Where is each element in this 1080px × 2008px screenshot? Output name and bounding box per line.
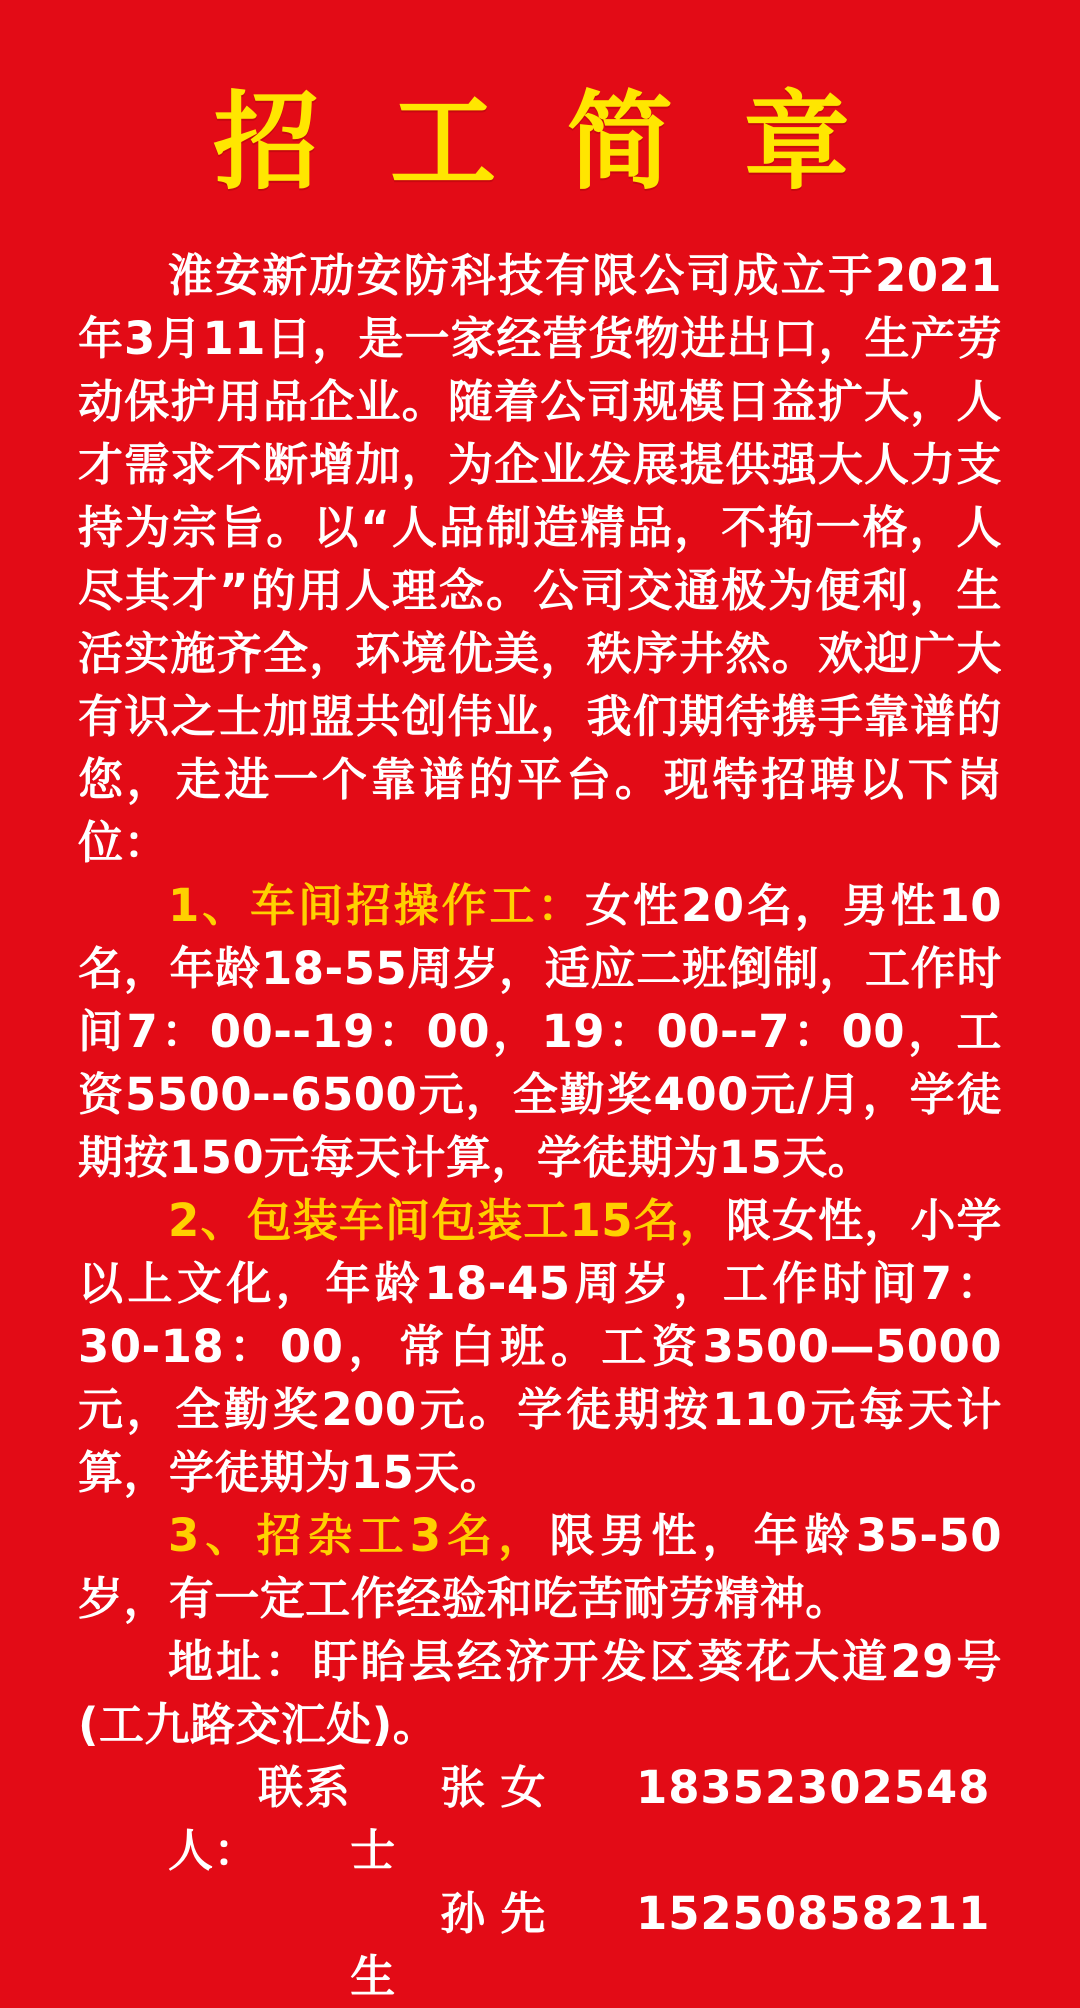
poster-title: 招 工 简 章 — [213, 81, 867, 204]
address-line — [78, 1630, 1002, 1756]
job-1-body: 女性20名，男性10名，年龄18-55周岁，适应二班倒制，工作时间7：00--19：00，19：00--7：00，工资5500--6500元，全勤奖400元/月，学徒期按150元每天计算，学徒期为15天。 — [78, 879, 1002, 1184]
job-item-3 — [78, 1504, 1002, 1630]
job-2-body: 限女性，小学以上文化，年龄18-45周岁，工作时间7：30-18：00，常白班。工资3500—5000元，全勤奖200元。学徒期按110元每天计算，学徒期为15天。 — [78, 1194, 1002, 1499]
contact-label: 联系人： — [168, 1761, 351, 1877]
job-1-heading: 1、车间招操作工： — [168, 879, 586, 932]
job-3-heading: 3、招杂工3名， — [168, 1509, 550, 1562]
contact-1-phone: 18352302548 — [636, 1761, 991, 1814]
intro-paragraph — [78, 244, 1002, 874]
intro-text: 淮安新劢安防科技有限公司成立于2021年3月11日，是一家经营货物进出口，生产劳动保护用品企业。随着公司规模日益扩大，人才需求不断增加，为企业发展提供强大人力支持为宗旨。以“人品制造精品，不拘一格，人尽其才”的用人理念。公司交通极为便利，生活实施齐全，环境优美，秩序井然。欢迎广大有识之士加盟共创伟业，我们期待携手靠谱的您，走进一个靠谱的平台。现特招聘以下岗位： — [78, 249, 1002, 869]
job-item-1 — [78, 874, 1002, 1189]
job-2-heading: 2、包装车间包装工15名， — [168, 1194, 726, 1247]
contact-row-2 — [78, 1882, 1002, 2008]
contact-2-phone: 15250858211 — [636, 1887, 991, 1940]
job-3-body: 限男性，年龄35-50岁，有一定工作经验和吃苦耐劳精神。 — [78, 1509, 1002, 1625]
contact-1-name: 张女士 — [350, 1761, 546, 1877]
contact-row-1 — [78, 1756, 1002, 1882]
job-item-2 — [78, 1189, 1002, 1504]
contact-2-name: 孙先生 — [350, 1887, 546, 2003]
address-text: 地址：盱眙县经济开发区葵花大道29号(工九路交汇处)。 — [78, 1635, 1002, 1751]
poster-body — [78, 244, 1002, 2008]
